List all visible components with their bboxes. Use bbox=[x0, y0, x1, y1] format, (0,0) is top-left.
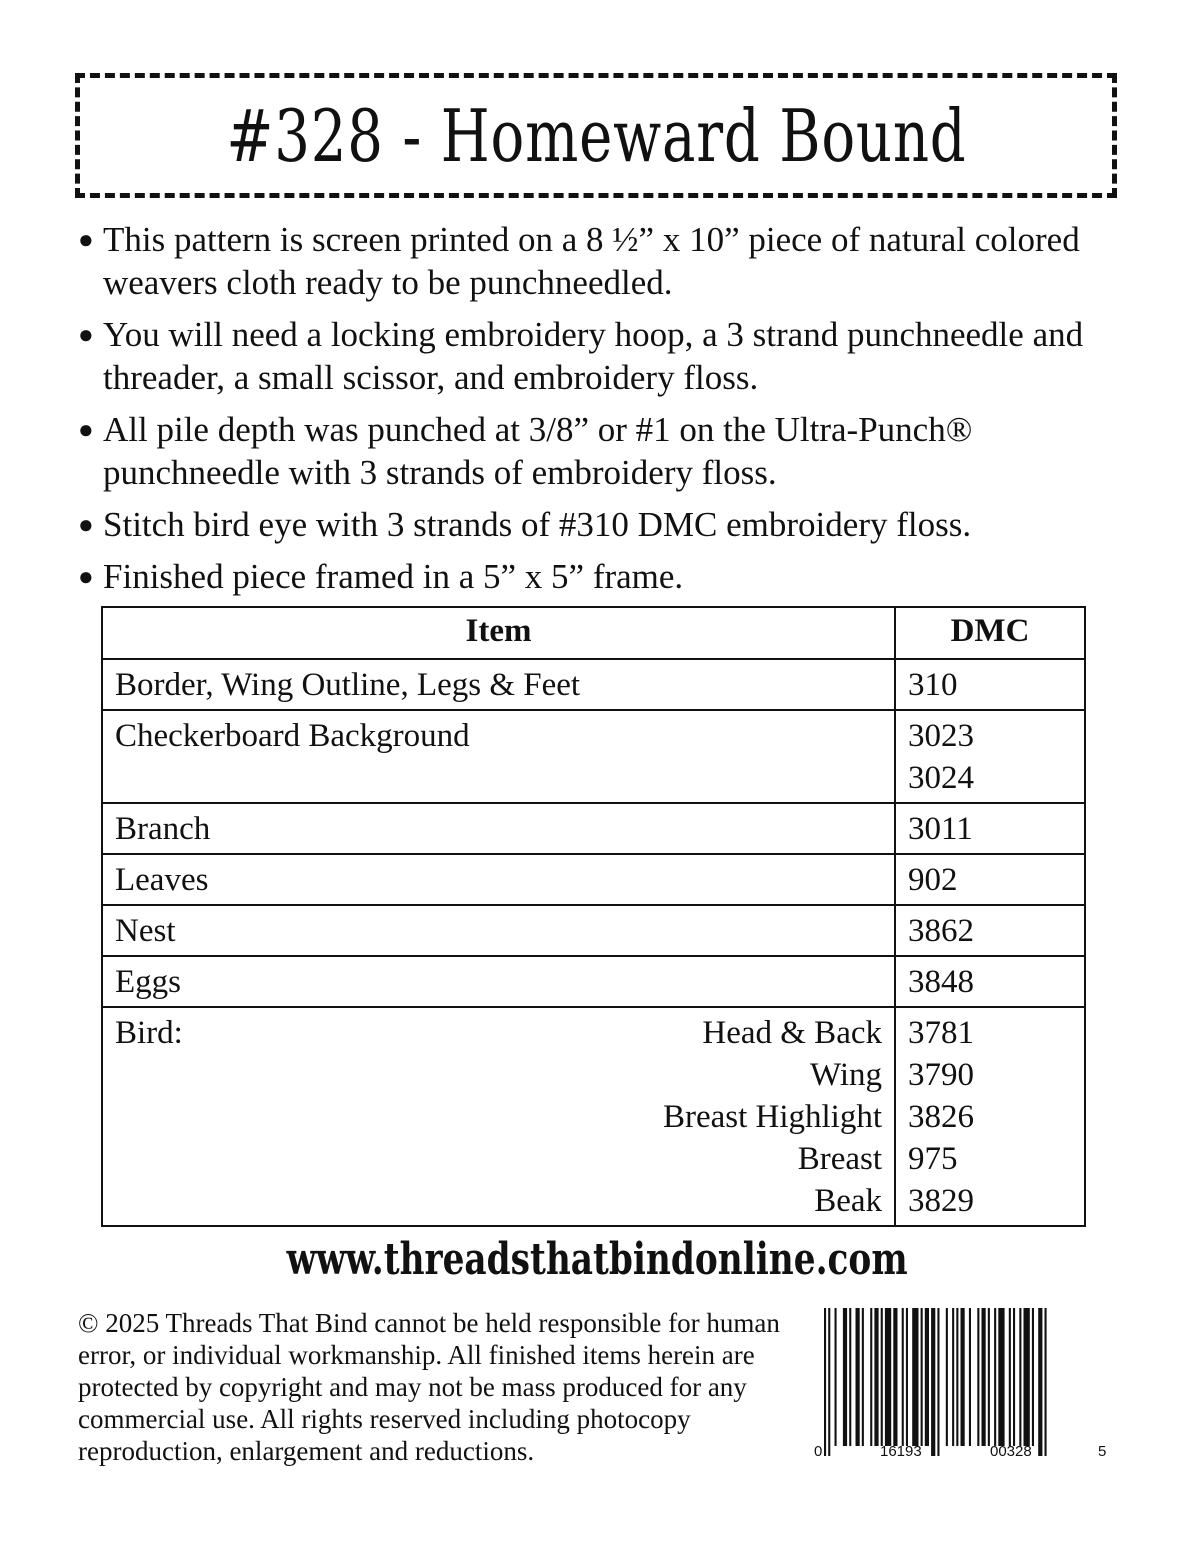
item-cell: Branch bbox=[102, 803, 895, 854]
barcode-bar bbox=[849, 1308, 851, 1446]
floss-table bbox=[101, 606, 1086, 1227]
barcode-bar bbox=[1009, 1308, 1011, 1446]
barcode-bar bbox=[902, 1308, 904, 1446]
item-cell: Nest bbox=[102, 905, 895, 956]
table-row bbox=[102, 803, 1085, 854]
bullet-icon: ● bbox=[78, 225, 94, 254]
barcode-bar bbox=[937, 1308, 939, 1456]
barcode-bar bbox=[906, 1308, 908, 1446]
dmc-value: 3829 bbox=[908, 1183, 974, 1219]
table-row bbox=[102, 710, 1085, 803]
barcode-bar bbox=[1032, 1308, 1034, 1446]
bird-dmc-cell bbox=[895, 1007, 1085, 1226]
website-text: www.threadsthatbindonline.com bbox=[286, 1234, 909, 1285]
barcode-bar bbox=[843, 1308, 847, 1446]
barcode-bar bbox=[828, 1308, 830, 1456]
title-box bbox=[75, 73, 1117, 198]
barcode-bar bbox=[988, 1308, 990, 1446]
barcode-bar bbox=[885, 1308, 891, 1446]
bullet-icon: ● bbox=[78, 320, 94, 349]
barcode-bar bbox=[956, 1308, 958, 1446]
item-cell: Border, Wing Outline, Legs & Feet bbox=[102, 659, 895, 710]
barcode-bar bbox=[994, 1308, 996, 1446]
barcode-bar bbox=[1038, 1308, 1042, 1456]
table-row bbox=[102, 905, 1085, 956]
barcode-bar bbox=[969, 1308, 971, 1446]
barcode-bar bbox=[982, 1308, 986, 1446]
barcode-bar bbox=[1013, 1308, 1015, 1446]
instruction-text: All pile depth was punched at 3/8” or #1 on the Ultra-Punch® punchneedle with 3 strands of embroidery floss. bbox=[103, 410, 973, 492]
instruction-text: Stitch bird eye with 3 strands of #310 DMC embroidery floss. bbox=[103, 505, 972, 544]
dmc-cell: 3848 bbox=[895, 956, 1085, 1007]
dmc-cell bbox=[895, 710, 1085, 803]
barcode-bar bbox=[1019, 1308, 1021, 1446]
item-cell: Leaves bbox=[102, 854, 895, 905]
dmc-cell: 3862 bbox=[895, 905, 1085, 956]
barcode-bar bbox=[824, 1308, 826, 1456]
instruction-item bbox=[78, 555, 1138, 598]
barcode-icon bbox=[810, 1303, 1110, 1463]
table-header-row bbox=[102, 607, 1085, 659]
barcode-bar bbox=[925, 1308, 929, 1446]
dmc-value: 3826 bbox=[908, 1099, 974, 1135]
copyright-notice: © 2025 Threads That Bind cannot be held responsible for human error, or individual workmanship. All finished items herein are protected by copyright and may not be mass produced for any commercial use. All rights reserved including photocopy reproduction, enlargement and reductions. bbox=[78, 1308, 780, 1466]
instruction-text: You will need a locking embroidery hoop, a 3 strand punchneedle and threader, a small scissor, and embroidery floss. bbox=[103, 315, 1084, 397]
barcode-bar bbox=[881, 1308, 883, 1446]
barcode-bar bbox=[961, 1308, 965, 1446]
dmc-value: 3023 bbox=[908, 718, 974, 754]
barcode-bar bbox=[946, 1308, 948, 1446]
dmc-value: 975 bbox=[908, 1141, 958, 1177]
barcode-digit: 5 bbox=[1098, 1443, 1107, 1460]
bird-label: Bird: bbox=[115, 1015, 183, 1051]
bird-item-cell bbox=[102, 1007, 895, 1226]
barcode-bar bbox=[835, 1308, 837, 1446]
barcode-bar bbox=[874, 1308, 878, 1446]
instruction-text: Finished piece framed in a 5” x 5” frame. bbox=[103, 557, 684, 596]
bullet-icon: ● bbox=[78, 510, 94, 539]
item-cell: Checkerboard Background bbox=[102, 710, 895, 803]
barcode-bar bbox=[921, 1308, 923, 1446]
instruction-item bbox=[78, 503, 1138, 546]
table-row bbox=[102, 854, 1085, 905]
table-row bbox=[102, 659, 1085, 710]
instruction-item bbox=[78, 313, 1138, 399]
instruction-text: This pattern is screen printed on a 8 ½” x 10” piece of natural colored weavers cloth ready to be punchneedled. bbox=[103, 220, 1080, 302]
dmc-cell: 3011 bbox=[895, 803, 1085, 854]
barcode-bar bbox=[1024, 1308, 1030, 1446]
barcode-digit: 16193 bbox=[880, 1443, 922, 1460]
barcode-bar bbox=[862, 1308, 864, 1446]
instructions-list bbox=[78, 218, 1138, 607]
instruction-item bbox=[78, 408, 1138, 494]
table-row-bird bbox=[102, 1007, 1085, 1226]
barcode-bar bbox=[893, 1308, 897, 1446]
dmc-value: 3781 bbox=[908, 1015, 974, 1051]
bullet-icon: ● bbox=[78, 415, 94, 444]
instruction-item bbox=[78, 218, 1138, 304]
barcode-bar bbox=[912, 1308, 918, 1446]
barcode-bar bbox=[931, 1308, 935, 1456]
dmc-value: 3024 bbox=[908, 760, 974, 796]
bird-part: Breast bbox=[797, 1141, 882, 1177]
bird-part: Wing bbox=[810, 1057, 882, 1093]
item-cell: Eggs bbox=[102, 956, 895, 1007]
dmc-cell: 902 bbox=[895, 854, 1085, 905]
barcode-bar bbox=[856, 1308, 860, 1446]
item-column-header: Item bbox=[102, 607, 895, 659]
bird-part: Head & Back bbox=[702, 1015, 882, 1051]
dmc-column-header: DMC bbox=[895, 607, 1085, 659]
barcode-bar bbox=[1045, 1308, 1047, 1456]
bullet-icon: ● bbox=[78, 562, 94, 591]
bird-part: Beak bbox=[814, 1183, 882, 1219]
barcode-digit: 0 bbox=[814, 1443, 823, 1460]
barcode-numbers bbox=[810, 1443, 1110, 1463]
barcode-bar bbox=[977, 1308, 979, 1446]
barcode-bar bbox=[998, 1308, 1004, 1446]
barcode-bar bbox=[952, 1308, 954, 1446]
dmc-value: 3790 bbox=[908, 1057, 974, 1093]
website-url bbox=[0, 1234, 1195, 1285]
dmc-cell: 310 bbox=[895, 659, 1085, 710]
page-title: #328 - Homeward Bound bbox=[225, 93, 967, 178]
barcode-bar bbox=[870, 1308, 872, 1446]
bird-part: Breast Highlight bbox=[662, 1099, 882, 1135]
barcode-digit: 00328 bbox=[990, 1443, 1032, 1460]
table-row bbox=[102, 956, 1085, 1007]
